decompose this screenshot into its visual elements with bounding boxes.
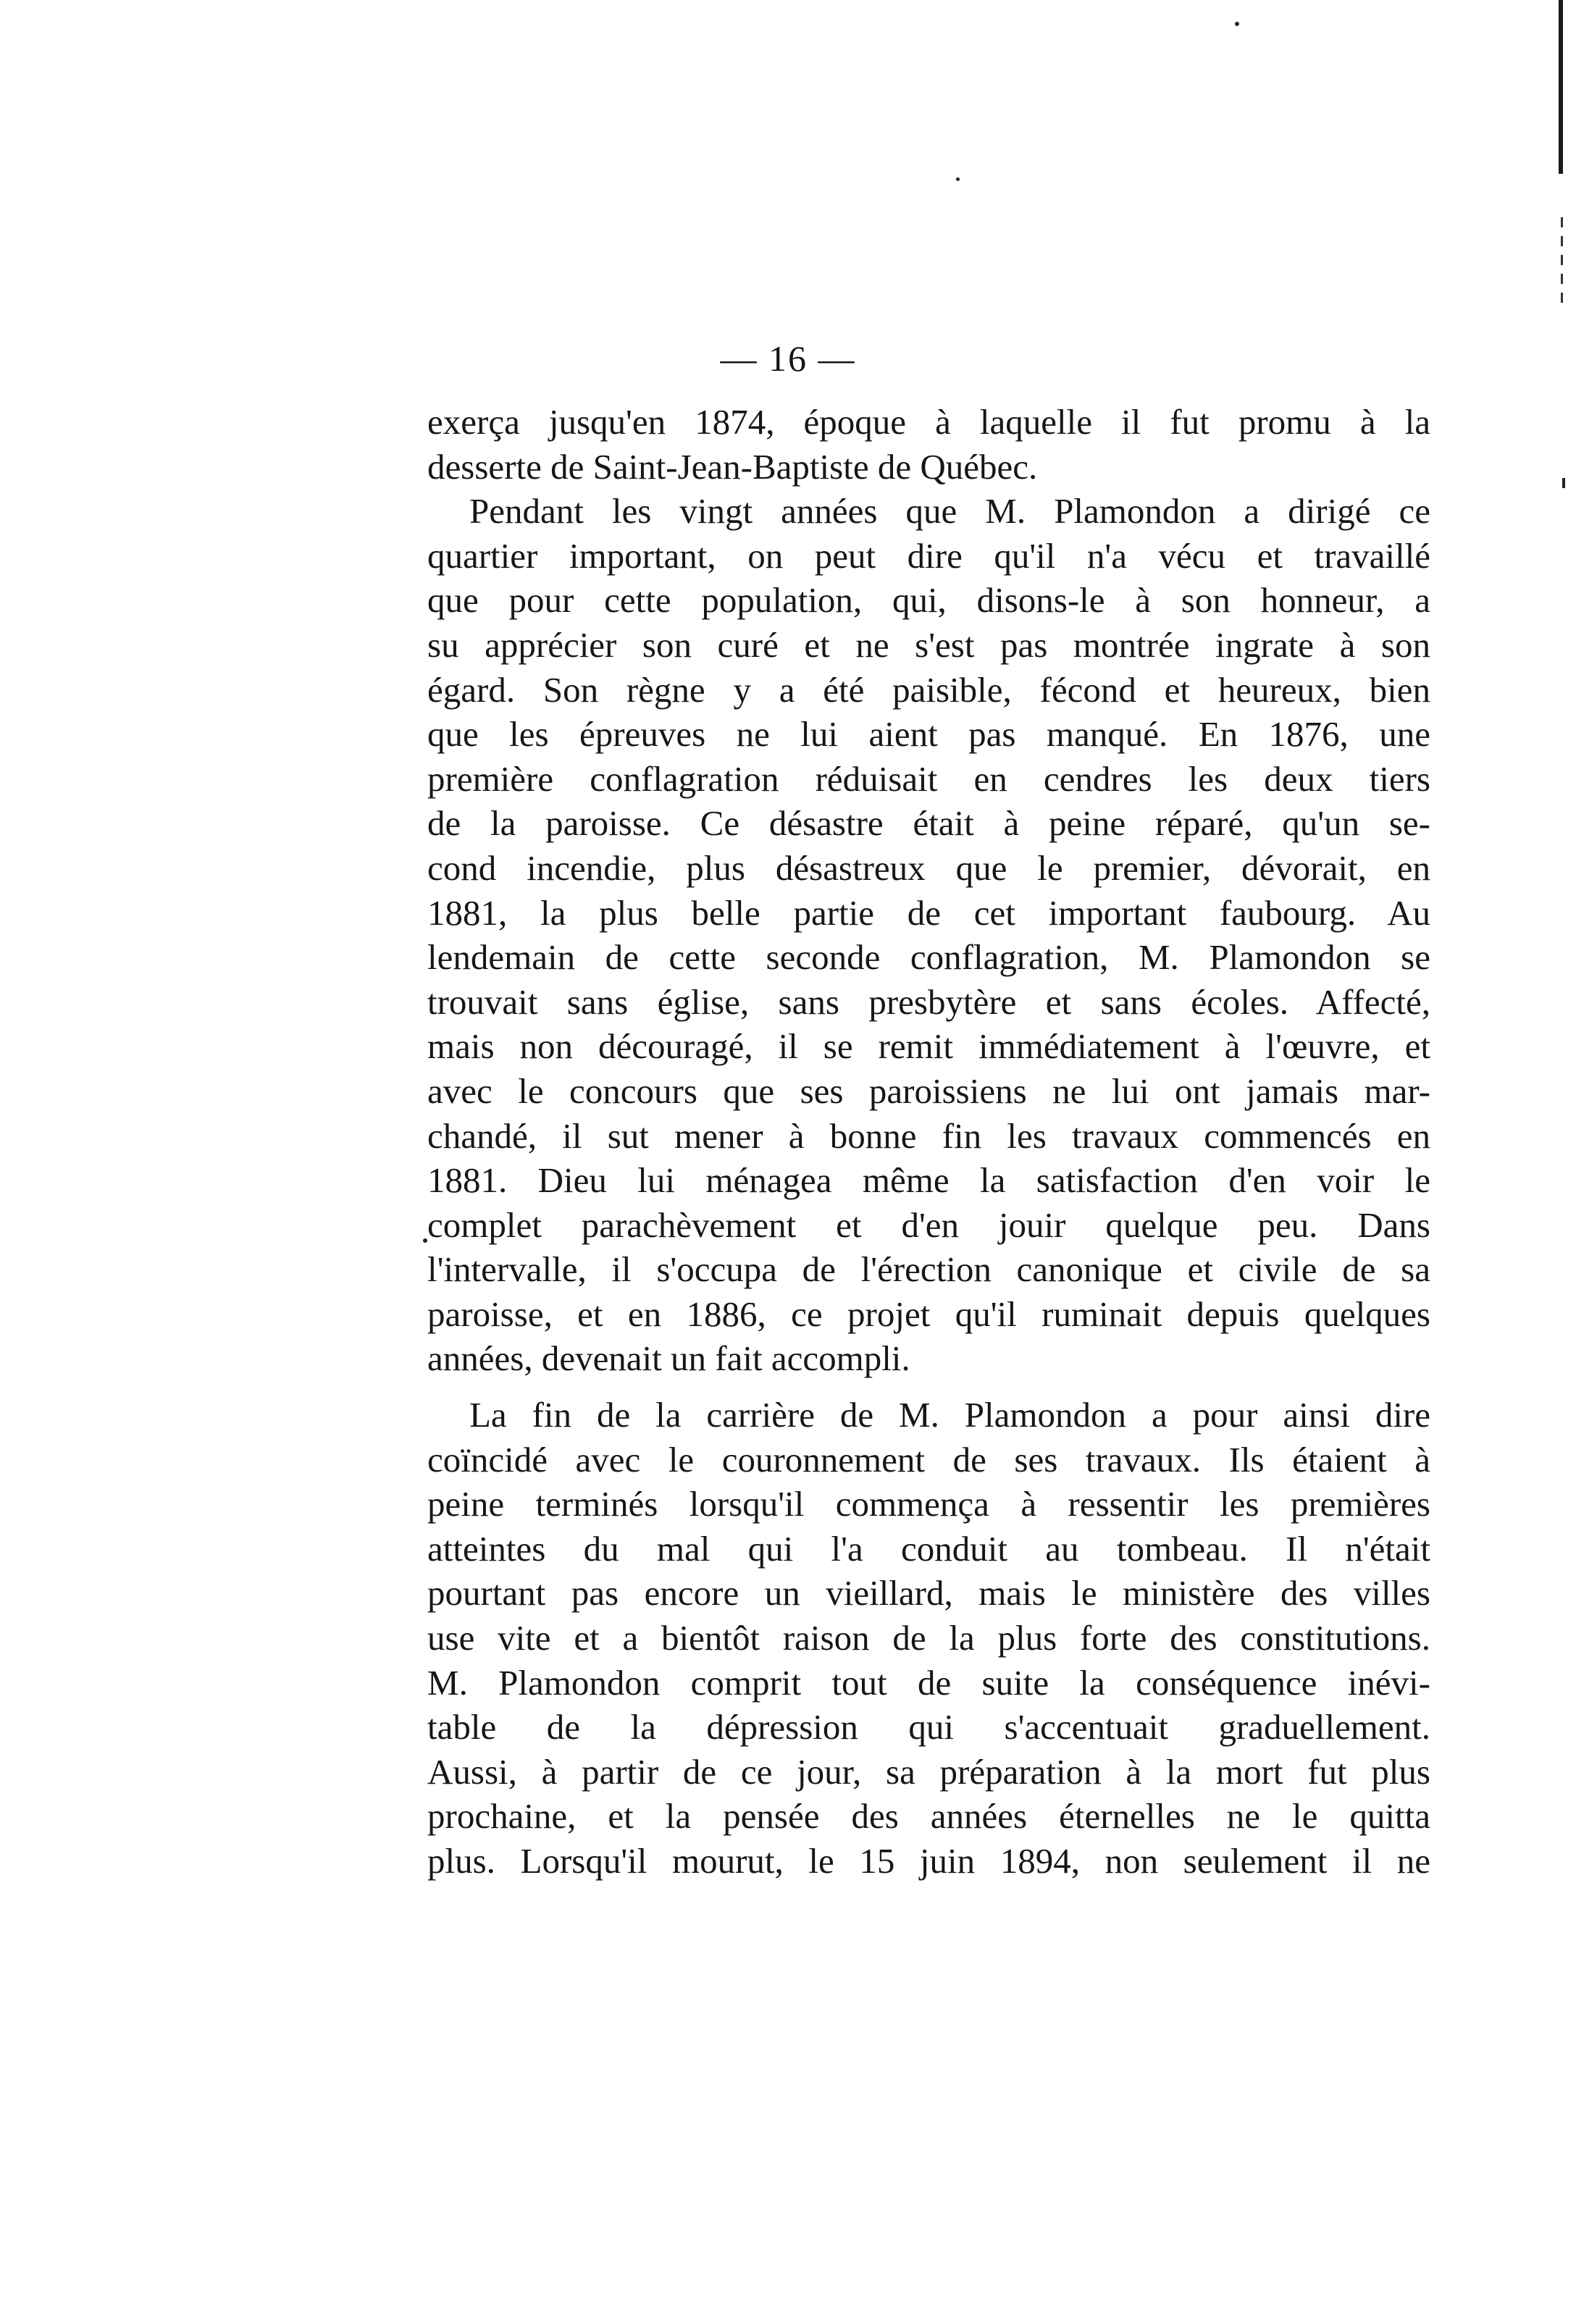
text-line: M. Plamondon comprit tout de suite la conséquence inévi- — [427, 1662, 1430, 1703]
text-line: desserte de Saint-Jean-Baptiste de Québec. — [427, 446, 1038, 487]
text-line: peine terminés lorsqu'il commença à ressentir les premières — [427, 1484, 1430, 1524]
text-line: que pour cette population, qui, disons-le à son honneur, a — [427, 580, 1430, 621]
text-line: chandé, il sut mener à bonne fin les travaux commencés en — [427, 1115, 1430, 1156]
text-line: su apprécier son curé et ne s'est pas montrée ingrate à son — [427, 624, 1430, 665]
paragraph-2 — [427, 489, 1430, 1381]
paragraph-1 — [427, 400, 1430, 489]
page-edge-rule — [1559, 0, 1563, 174]
text-line: 1881. Dieu lui ménagea même la satisfaction d'en voir le — [427, 1160, 1430, 1201]
text-line: première conflagration réduisait en cendres les deux tiers — [427, 758, 1430, 799]
text-line: La fin de la carrière de M. Plamondon a pour ainsi dire — [469, 1395, 1430, 1435]
text-line: atteintes du mal qui l'a conduit au tombeau. Il n'était — [427, 1528, 1430, 1569]
page-edge-dash — [1561, 217, 1563, 311]
text-line: avec le concours que ses paroissiens ne lui ont jamais mar- — [427, 1070, 1430, 1111]
text-line: table de la dépression qui s'accentuait graduellement. — [427, 1707, 1430, 1748]
body-text — [427, 400, 1430, 1884]
text-line: égard. Son règne y a été paisible, fécond et heureux, bien — [427, 669, 1430, 710]
text-line: prochaine, et la pensée des années éternelles ne le quitta — [427, 1796, 1430, 1837]
text-line: trouvait sans église, sans presbytère et sans écoles. Affecté, — [427, 981, 1430, 1022]
paragraph-3 — [427, 1393, 1430, 1884]
text-line: années, devenait un fait accompli. — [427, 1338, 910, 1379]
text-line: Aussi, à partir de ce jour, sa préparation à la mort fut plus — [427, 1751, 1430, 1792]
text-line: de la paroisse. Ce désastre était à peine réparé, qu'un se- — [427, 803, 1430, 844]
text-line: plus. Lorsqu'il mourut, le 15 juin 1894, non seulement il ne — [427, 1841, 1430, 1881]
text-line: quartier important, on peut dire qu'il n'a vécu et travaillé — [427, 535, 1430, 576]
text-line: paroisse, et en 1886, ce projet qu'il ruminait depuis quelques — [427, 1293, 1430, 1334]
text-line: complet parachèvement et d'en jouir quelque peu. Dans — [427, 1204, 1430, 1245]
text-line: 1881, la plus belle partie de cet important faubourg. Au — [427, 892, 1430, 933]
text-line: Pendant les vingt années que M. Plamondon a dirigé ce — [469, 491, 1430, 532]
text-line: use vite et a bientôt raison de la plus forte des constitutions. — [427, 1618, 1430, 1658]
text-line: lendemain de cette seconde conflagration, M. Plamondon se — [427, 937, 1430, 978]
text-line: mais non découragé, il se remit immédiatement à l'œuvre, et — [427, 1026, 1430, 1067]
text-line: coïncidé avec le couronnement de ses travaux. Ils étaient à — [427, 1439, 1430, 1480]
scan-speck — [956, 177, 960, 181]
scan-speck — [1562, 478, 1565, 488]
text-line: pourtant pas encore un vieillard, mais le ministère des villes — [427, 1573, 1430, 1614]
text-line: cond incendie, plus désastreux que le premier, dévorait, en — [427, 847, 1430, 888]
text-line: exerça jusqu'en 1874, époque à laquelle il fut promu à la — [427, 402, 1430, 442]
text-line: l'intervalle, il s'occupa de l'érection canonique et civile de sa — [427, 1249, 1430, 1290]
page-number: — 16 — — [720, 338, 856, 379]
scan-speck — [1235, 22, 1239, 26]
text-line: que les épreuves ne lui aient pas manqué. En 1876, une — [427, 714, 1430, 755]
